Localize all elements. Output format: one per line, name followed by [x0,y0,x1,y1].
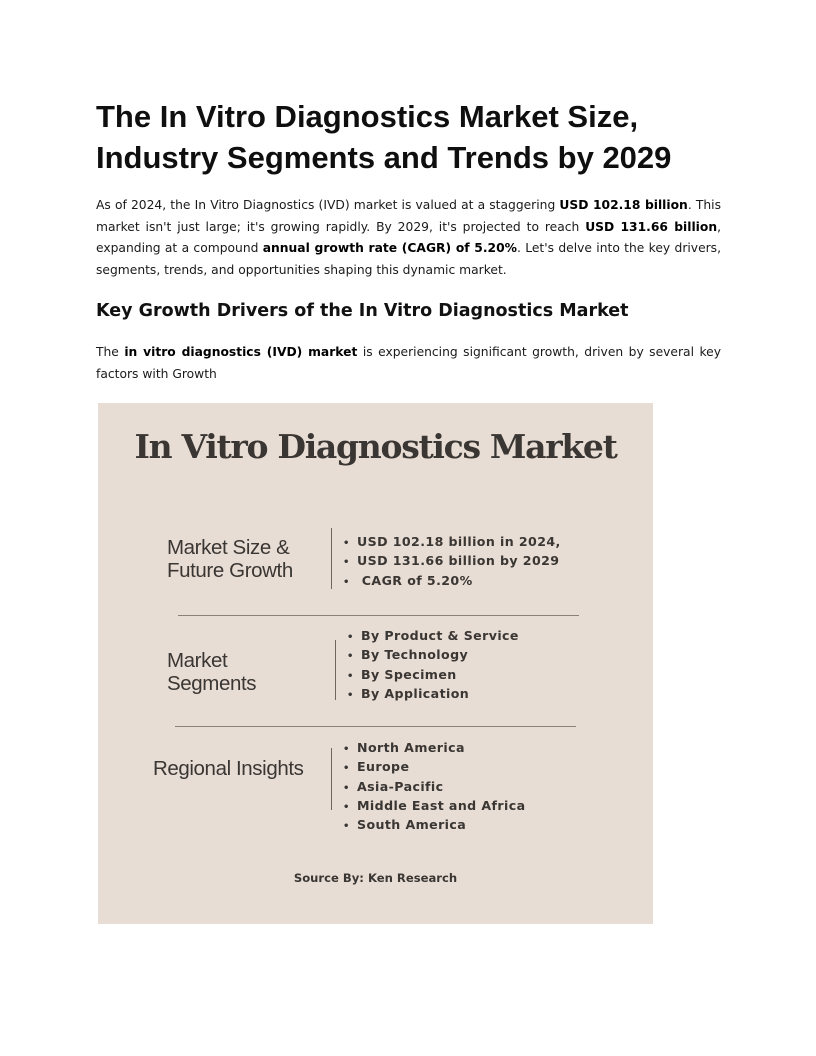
section-heading: Key Growth Drivers of the In Vitro Diagnostics Market [96,301,629,321]
source-credit: Source By: Ken Research [293,871,458,885]
row-divider-vertical [331,528,332,589]
drivers-paragraph [96,342,721,385]
row-label-market-segments: Market Segments [167,649,257,695]
list-item: • USD 102.18 billion in 2024, [343,532,561,551]
row-divider-vertical [335,640,336,700]
intro-text-2: . This market isn't just large; it's growing rapidly. By 2029, it's projected to reach [96,198,721,234]
intro-text-3: , expanding at a compound [96,219,721,255]
list-item: • CAGR of 5.20% [343,571,561,590]
intro-cagr: annual growth rate (CAGR) of 5.20% [262,241,517,255]
market-segments-list [347,626,519,703]
list-item: • Middle East and Africa [343,796,526,815]
regional-insights-list [343,738,526,834]
intro-market-value: USD 102.18 billion [559,198,688,212]
drivers-text-2: is experiencing significant growth, driven by several key factors with Growth [96,345,721,381]
intro-text-1: As of 2024, the In Vitro Diagnostics (IVD) market is valued at a staggering [96,198,560,212]
intro-projected-value: USD 131.66 billion [585,219,718,234]
page-title: The In Vitro Diagnostics Market Size, Industry Segments and Trends by 2029 [96,99,672,175]
list-item: • Europe [343,757,526,776]
intro-paragraph [96,195,721,281]
section-divider [178,615,579,616]
list-item: • South America [343,815,526,834]
list-item: • Asia-Pacific [343,777,526,796]
list-item: • USD 131.66 billion by 2029 [343,551,561,570]
list-item: • North America [343,738,526,757]
drivers-text-1: The [96,345,125,359]
row-label-regional-insights: Regional Insights [153,757,304,780]
section-divider [175,726,576,727]
list-item: • By Application [347,684,519,703]
market-size-list [343,532,561,590]
row-label-market-size: Market Size & Future Growth [167,536,293,582]
infographic [98,403,653,924]
list-item: • By Product & Service [347,626,519,645]
row-divider-vertical [331,748,332,810]
list-item: • By Technology [347,645,519,664]
infographic-title: In Vitro Diagnostics Market [134,427,617,466]
list-item: • By Specimen [347,665,519,684]
drivers-bold-term: in vitro diagnostics (IVD) market [124,345,358,359]
intro-text-4: . Let's delve into the key drivers, segments, trends, and opportunities shaping this dynamic market. [96,241,722,277]
